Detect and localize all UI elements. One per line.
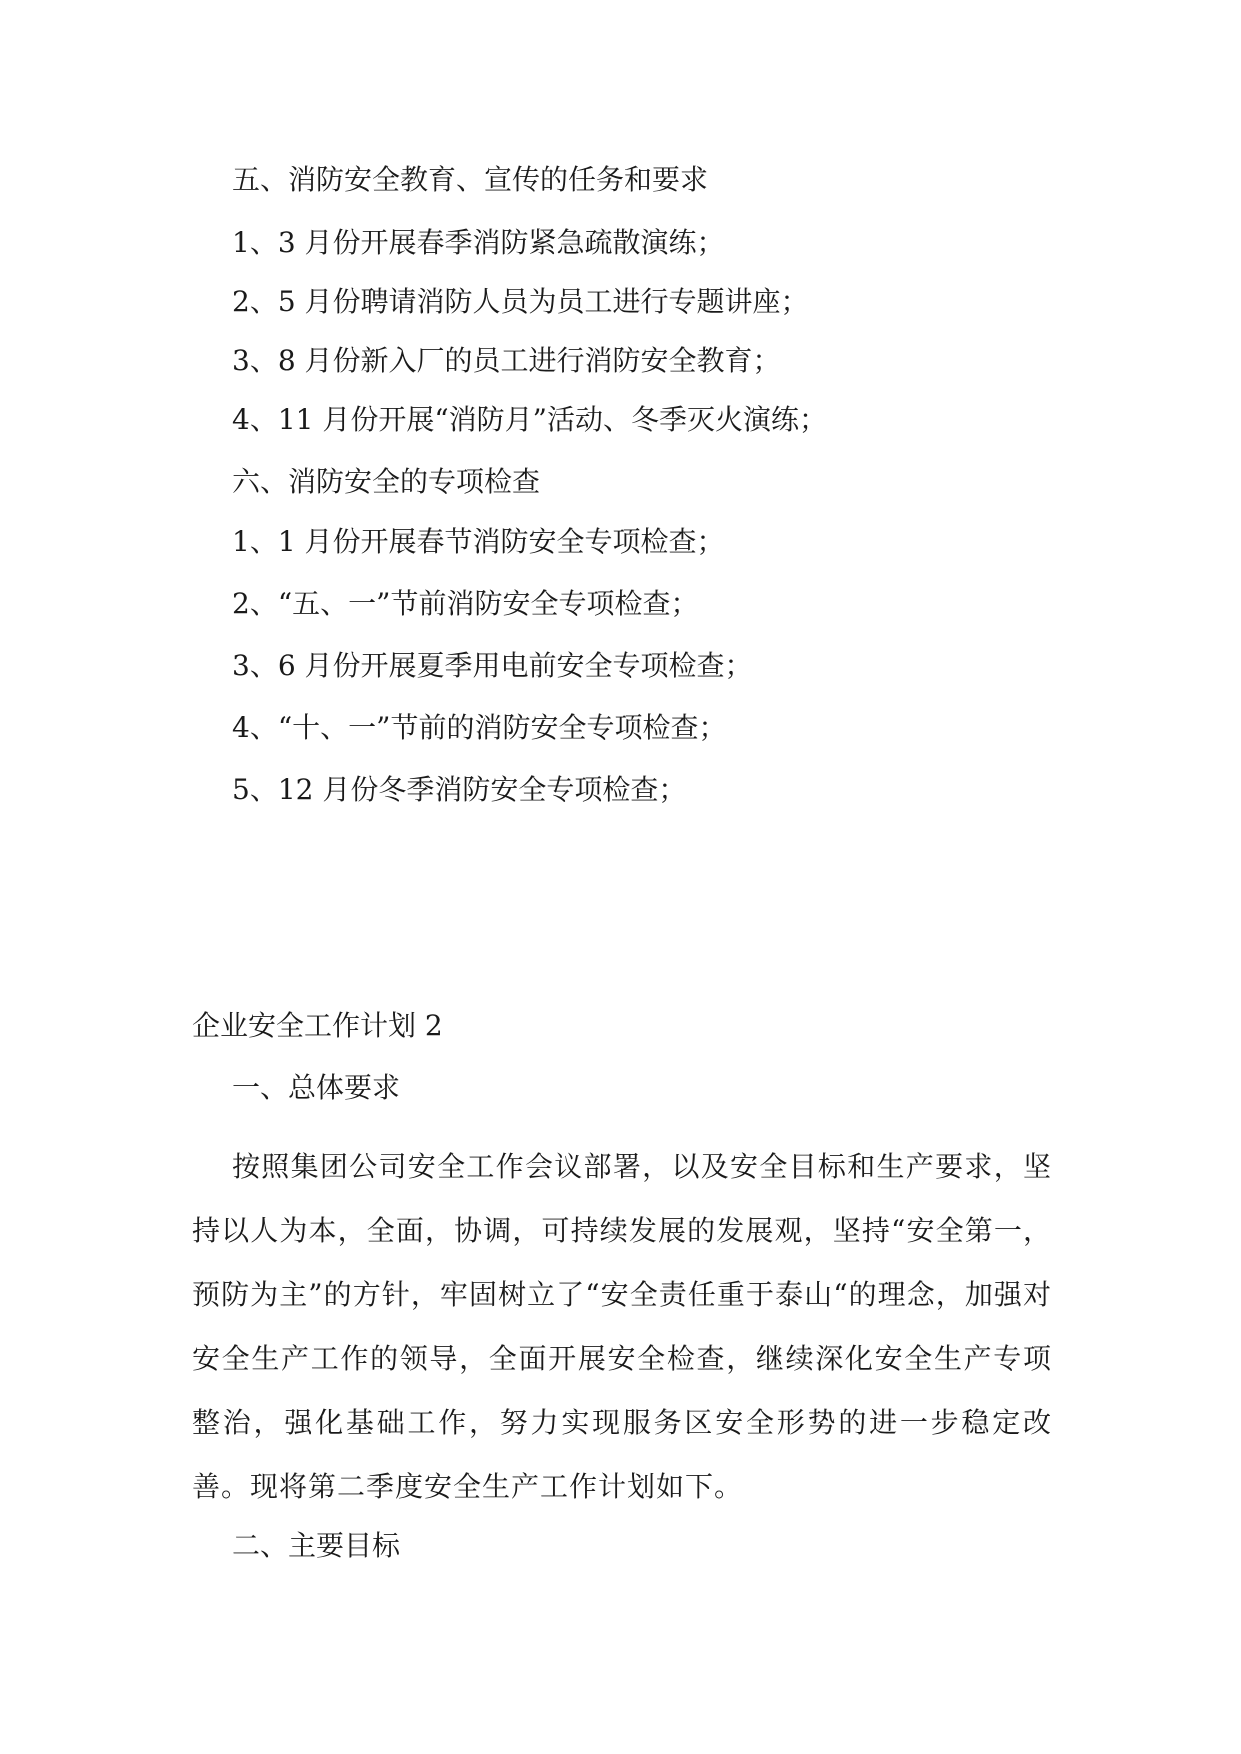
section-5-heading: 五、消防安全教育、宣传的任务和要求 (232, 163, 709, 196)
plan-2-title: 企业安全工作计划 2 (192, 1009, 443, 1042)
plan-2-heading-goals: 二、主要目标 (232, 1529, 401, 1562)
section-6-heading: 六、消防安全的专项检查 (232, 465, 541, 498)
section-5-item-2: 2、5 月份聘请消防人员为员工进行专题讲座； (232, 285, 809, 318)
plan-2-paragraph: 按照集团公司安全工作会议部署，以及安全目标和生产要求，坚持以人为本，全面，协调，可持续发展的发展观，坚持“安全第一，预防为主”的方针，牢固树立了“安全责任重于泰山“的理念，加强对安全生产工作的领导，全面开展安全检查，继续深化安全生产专项整治，强化基础工作，努力实现服务区安全形势的进一步稳定改善。现将第二季度安全生产工作计划如下。 (192, 1150, 1052, 1503)
section-6-item-5: 5、12 月份冬季消防安全专项检查； (232, 773, 687, 806)
section-5-item-4: 4、11 月份开展“消防月”活动、冬季灭火演练； (232, 403, 827, 436)
section-5-item-1: 1、3 月份开展春季消防紧急疏散演练； (232, 226, 725, 259)
section-6-item-3: 3、6 月份开展夏季用电前安全专项检查； (232, 649, 753, 682)
plan-2-heading-overall: 一、总体要求 (232, 1071, 401, 1104)
section-6-item-4: 4、“十、一”节前的消防安全专项检查； (232, 711, 727, 744)
section-6-item-1: 1、1 月份开展春节消防安全专项检查； (232, 525, 725, 558)
section-5-item-3: 3、8 月份新入厂的员工进行消防安全教育； (232, 344, 781, 377)
section-6-item-2: 2、“五、一”节前消防安全专项检查； (232, 587, 699, 620)
